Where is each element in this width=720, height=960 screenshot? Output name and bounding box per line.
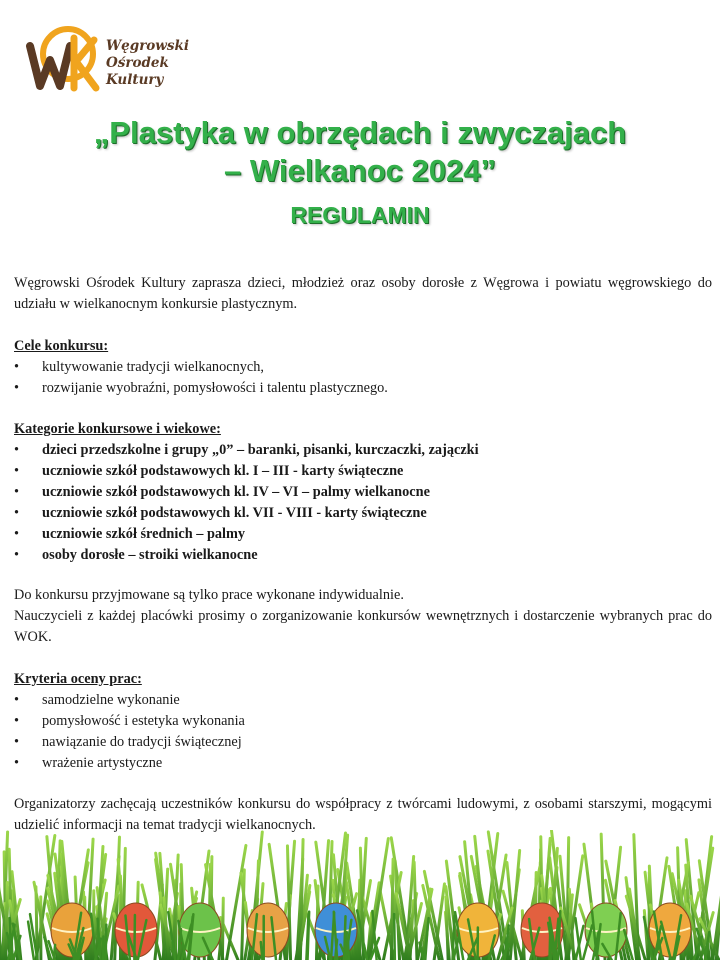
grass-blade [308, 912, 310, 960]
list-item: • samodzielne wykonanie [14, 690, 712, 711]
bullet-icon: • [14, 463, 20, 479]
bullet-icon: • [14, 692, 20, 708]
logo-name-line: Węgrowski [106, 38, 190, 54]
list-item: • rozwijanie wyobraźni, pomysłowości i talentu plastycznego. [14, 378, 712, 399]
list-item: • osoby dorosłe – stroiki wielkanocne [14, 545, 712, 566]
bullet-icon: • [14, 734, 20, 750]
wok-logo-mark [26, 24, 102, 94]
logo-name [106, 38, 189, 89]
list-item: • uczniowie szkół podstawowych kl. I – III - karty świąteczne [14, 461, 712, 482]
bullet-icon: • [14, 505, 20, 521]
bullet-icon: • [14, 484, 20, 500]
bullet-icon: • [14, 359, 20, 375]
intro-paragraph: Węgrowski Ośrodek Kultury zaprasza dzieci, młodzież oraz osoby dorosłe z Węgrowa i powiatu węgrowskiego do udziału w wielkanocnym konkursie plastycznym. [14, 275, 712, 312]
grass-blade [391, 859, 393, 960]
bullet-icon: • [14, 713, 20, 729]
bullet-icon: • [14, 755, 20, 771]
goals-list [14, 357, 712, 399]
list-item: • kultywowanie tradycji wielkanocnych, [14, 357, 712, 378]
page-subtitle: REGULAMIN [290, 202, 430, 228]
list-item: • uczniowie szkół podstawowych kl. VII - VIII - karty świąteczne [14, 503, 712, 524]
bullet-icon: • [14, 442, 20, 458]
grass-blade [6, 882, 8, 960]
grass-easter-eggs-decoration [0, 830, 720, 960]
individual-note: Do konkursu przyjmowane są tylko prace wykonane indywidualnie. [14, 587, 404, 603]
notes-paragraph [14, 585, 712, 648]
goals-section [14, 336, 712, 399]
grass-blade [261, 942, 263, 960]
goals-heading: Cele konkursu: [14, 338, 109, 354]
list-item: • pomysłowość i estetyka wykonania [14, 711, 712, 732]
page-title-line-1: „Plastyka w obrzędach i zwyczajach [93, 115, 627, 150]
grass-blade [370, 839, 389, 960]
list-item: • uczniowie szkół podstawowych kl. IV – VI – palmy wielkanocne [14, 482, 712, 503]
categories-list [14, 440, 712, 566]
grass-blade [134, 915, 135, 960]
bullet-icon: • [14, 547, 20, 563]
categories-heading: Kategorie konkursowe i wiekowe: [14, 421, 221, 437]
categories-section [14, 419, 712, 566]
grass-blade [414, 862, 417, 960]
grass-blade [394, 914, 395, 960]
closing-paragraph: Organizatorzy zachęcają uczestników konkursu do współpracy z twórcami ludowymi, z osobami starszymi, mogącymi udzielić informacji na temat tradycji wielkanocnych. [14, 796, 712, 833]
criteria-section [14, 669, 712, 774]
teachers-note: Nauczycieli z każdej placówki prosimy o zorganizowanie konkursów wewnętrznych i dostarczenie wybranych prac do WOK. [14, 608, 712, 645]
logo-name-line: Ośrodek [106, 55, 169, 71]
page-title-line-2: – Wielkanoc 2024” [224, 153, 496, 188]
criteria-heading: Kryteria oceny prac: [14, 671, 142, 687]
logo-name-line: Kultury [106, 72, 164, 88]
grass-blade [10, 918, 12, 960]
list-item: • nawiązanie do tradycji świątecznej [14, 732, 712, 753]
criteria-list [14, 690, 712, 774]
list-item: • wrażenie artystyczne [14, 753, 712, 774]
list-item: • dzieci przedszkolne i grupy „0” – baranki, pisanki, kurczaczki, zajączki [14, 440, 712, 461]
list-item: • uczniowie szkół średnich – palmy [14, 524, 712, 545]
grass-blade [106, 925, 107, 960]
bullet-icon: • [14, 380, 20, 396]
wok-logo [26, 24, 226, 104]
bullet-icon: • [14, 526, 20, 542]
